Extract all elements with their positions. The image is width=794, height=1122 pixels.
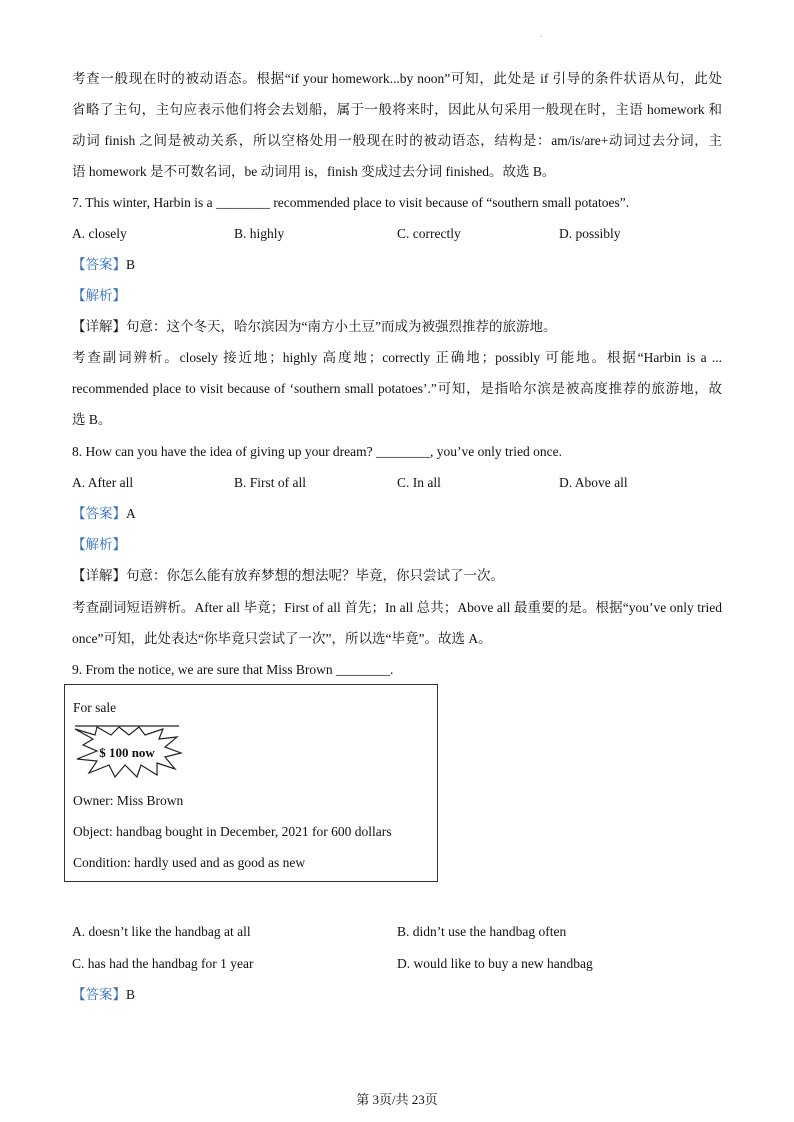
answer-tag: 【答案】 bbox=[72, 987, 126, 1002]
q8-analysis-row bbox=[72, 536, 126, 554]
analysis-tag: 【解析】 bbox=[72, 288, 126, 303]
q8-answer: A bbox=[126, 506, 136, 521]
q8-option-a: A. After all bbox=[72, 475, 134, 490]
q9-answer-row bbox=[72, 986, 135, 1004]
q7-option-a: A. closely bbox=[72, 226, 127, 241]
q7-analysis-row bbox=[72, 287, 126, 305]
q8-answer-row bbox=[72, 505, 136, 523]
q7-answer: B bbox=[126, 257, 136, 272]
detail-tag: 【详解】 bbox=[72, 568, 126, 583]
q7-explain-line-1: 考查副词辨析。closely 接近地；highly 高度地；correctly 正确地；possibly 可能地。根据“Harbin is a ... bbox=[72, 350, 722, 365]
notice-owner: Owner: Miss Brown bbox=[73, 793, 184, 808]
for-sale-notice bbox=[64, 684, 438, 882]
q7-explain-line-2: recommended place to visit because of ‘southern small potatoes’.”可知，是指哈尔滨是被高度推荐的旅游地，故 bbox=[72, 381, 722, 396]
notice-price: $ 100 now bbox=[99, 745, 155, 760]
q6-explain-line-1: 考查一般现在时的被动语态。根据“if your homework...by noon”可知，此处是 if 引导的条件状语从句，此处 bbox=[72, 71, 722, 86]
q7-option-b: B. highly bbox=[234, 226, 285, 241]
q7-option-d: D. possibly bbox=[559, 226, 621, 241]
analysis-tag: 【解析】 bbox=[72, 537, 126, 552]
notice-title: For sale bbox=[73, 700, 117, 715]
q9-question: 9. From the notice, we are sure that Miss Brown ________. bbox=[72, 662, 394, 677]
q8-detail-row bbox=[72, 567, 504, 585]
answer-tag: 【答案】 bbox=[72, 257, 126, 272]
notice-object: Object: handbag bought in December, 2021 for 600 dollars bbox=[73, 824, 392, 839]
q8-question: 8. How can you have the idea of giving up your dream? ________, you’ve only tried once. bbox=[72, 444, 562, 459]
q7-explain-line-3: 选 B。 bbox=[72, 412, 112, 427]
q9-option-a: A. doesn’t like the handbag at all bbox=[72, 924, 251, 939]
q9-option-b: B. didn’t use the handbag often bbox=[397, 924, 567, 939]
detail-tag: 【详解】 bbox=[72, 319, 126, 334]
q7-detail: 句意：这个冬天，哈尔滨因为“南方小土豆”而成为被强烈推荐的旅游地。 bbox=[126, 319, 557, 334]
q6-explain-line-4: 语 homework 是不可数名词，be 动词用 is，finish 变成过去分词 finished。故选 B。 bbox=[72, 164, 556, 179]
q9-option-d: D. would like to buy a new handbag bbox=[397, 956, 593, 971]
q7-answer-row bbox=[72, 256, 135, 274]
answer-tag: 【答案】 bbox=[72, 506, 126, 521]
q6-explain-line-2: 省略了主句，主句应表示他们将会去划船，属于一般将来时，因此从句采用一般现在时，主语 homework 和 bbox=[72, 102, 722, 117]
q8-option-d: D. Above all bbox=[559, 475, 628, 490]
q6-explain-line-3: 动词 finish 之间是被动关系，所以空格处用一般现在时的被动语态，结构是：am/is/are+动词过去分词，主 bbox=[72, 133, 722, 148]
top-mark: . bbox=[540, 30, 542, 39]
q8-explain-line-1: 考查副词短语辨析。After all 毕竟；First of all 首先；In all 总共；Above all 最重要的是。根据“you’ve only tried bbox=[72, 600, 722, 615]
q8-detail: 句意：你怎么能有放弃梦想的想法呢？毕竟，你只尝试了一次。 bbox=[126, 568, 504, 583]
q9-answer: B bbox=[126, 987, 136, 1002]
q7-detail-row bbox=[72, 318, 556, 336]
q7-question: 7. This winter, Harbin is a ________ recommended place to visit because of “southern small potatoes”. bbox=[72, 195, 630, 210]
q7-option-c: C. correctly bbox=[397, 226, 461, 241]
q8-option-b: B. First of all bbox=[234, 475, 307, 490]
notice-condition: Condition: hardly used and as good as new bbox=[73, 855, 306, 870]
page-footer: 第 3页/共 23页 bbox=[356, 1092, 438, 1107]
q8-option-c: C. In all bbox=[397, 475, 441, 490]
q8-explain-line-2: once”可知，此处表达“你毕竟只尝试了一次”，所以选“毕竟”。故选 A。 bbox=[72, 631, 492, 646]
q9-option-c: C. has had the handbag for 1 year bbox=[72, 956, 254, 971]
price-starburst bbox=[71, 725, 183, 779]
